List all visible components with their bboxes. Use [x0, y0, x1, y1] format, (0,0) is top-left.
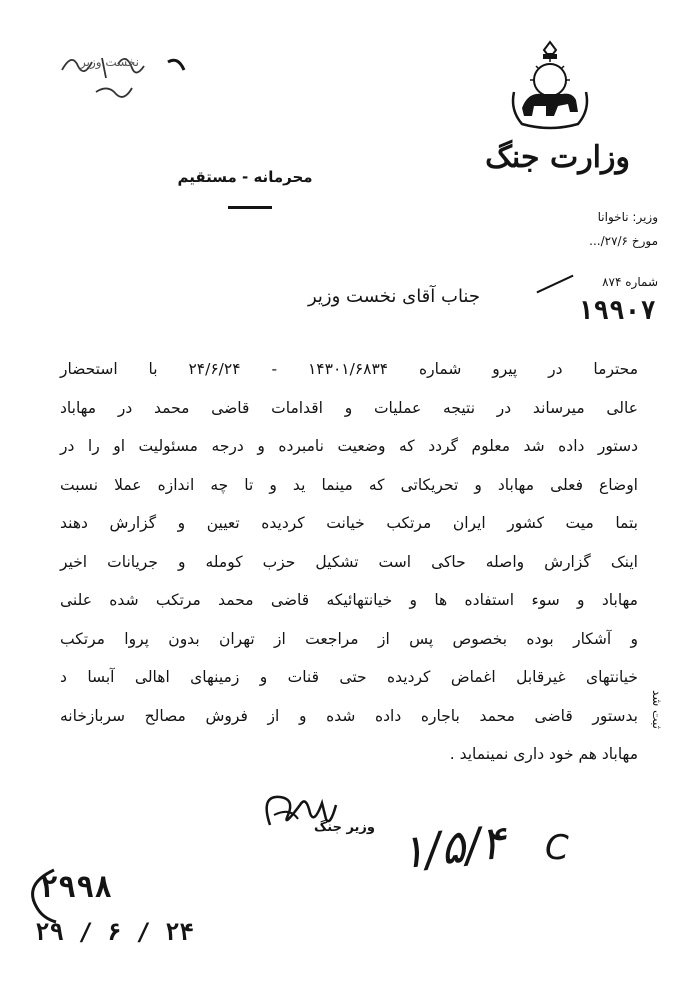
body-line: مهاباد و سوء استفاده ها و خیانتهائیکه قاضی محمد مرتکب شده علنی [60, 591, 638, 609]
body-line: دستور داده شد معلوم گردد که وضعیت نامبرده و درجه مسئولیت او را در [60, 437, 638, 455]
reference-line: وزیر: ناخوانا [597, 210, 658, 224]
lion-and-sun-emblem [510, 40, 590, 130]
reference-number: ۱۹۹۰۷ [577, 296, 656, 326]
signature-scribble [240, 785, 380, 845]
archive-date: ۲۹ / ۶ / ۲۴ [35, 918, 194, 946]
body-line: محترما در پیرو شماره ۱۴۳۰۱/۶۸۳۴ - ۲۴/۶/۲۴ با استحضار [60, 360, 638, 378]
body-line: بدستور قاضی محمد باجاره داده شده و از فروش مصالح سربازخانه [60, 706, 638, 725]
body-line: عالی میرساند در نتیجه عملیات و اقدامات قاضی محمد در مهاباد [60, 398, 638, 417]
handwritten-note-top-text: نخست وزیر [80, 55, 139, 69]
archive-number: ۲۹۹۸ [40, 870, 113, 905]
ministry-title: وزارت جنگ [485, 140, 630, 175]
classification-underline [228, 206, 272, 209]
body-line: مهاباد هم خود داری نمینماید . [449, 745, 638, 763]
classification-label: محرمانه - مستقیم [177, 168, 313, 186]
signer-title: وزیر جنگ [313, 820, 375, 835]
body-line: بتما میت کشور ایران مرتکب خیانت کردیده تعیین و گزارش دهند [60, 514, 638, 532]
body-line: و آشکار بوده بخصوص پس از مراجعت از تهران بدون پروا مرتکب [60, 629, 638, 648]
body-line: اینک گزارش واصله حاکی است تشکیل حزب کومله و جریانات اخیر [60, 552, 638, 571]
body-line: خیانتهای غیرقابل اغماض کردیده حتی قنات و زمینهای اهالی آبسا د [60, 668, 638, 686]
strike-mark [536, 275, 573, 294]
handwritten-date: ۱/۵/۴ [397, 814, 508, 880]
body-line: اوضاع فعلی مهاباد و تحریکاتی که مینما ید و تا چه اندازه عملا نسبت [60, 475, 638, 494]
salutation: جناب آقای نخست وزیر [307, 286, 480, 307]
letter-body [60, 350, 638, 774]
margin-note: ثبت شد [650, 690, 664, 729]
handwritten-mark: C [545, 828, 569, 868]
reference-line: مورخ ۲۷/۶/... [589, 234, 658, 248]
reference-line: شماره ۸۷۴ [602, 275, 658, 289]
